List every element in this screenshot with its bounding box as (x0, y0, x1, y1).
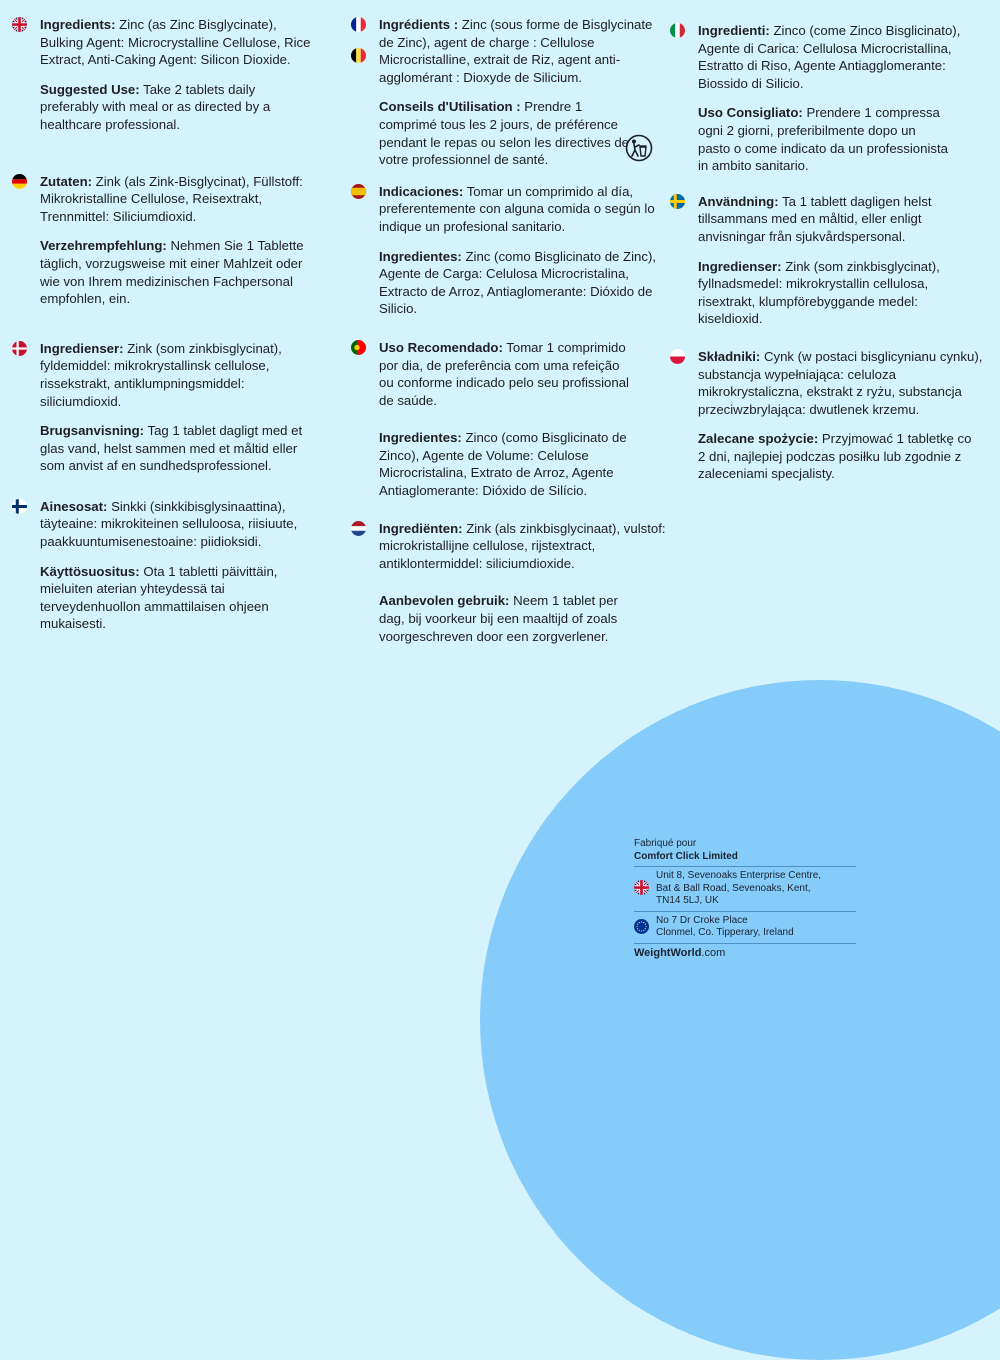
suggested-use-text: Suggested Use: Take 2 tablets daily preferably with meal or as directed by a healthcare professional. (40, 81, 271, 132)
uk-flag-icon (634, 880, 649, 895)
ingredients-text: Ingredienti: Zinco (come Zinco Bisglicinato), Agente di Carica: Cellulosa Microcristallina, Estratto di Riso, Agente Antiagglomerante: Biossido di Silicio. (698, 23, 961, 91)
language-block-fi (12, 498, 312, 633)
suggested-use-text: Verzehrempfehlung: Nehmen Sie 1 Tablette täglich, vorzugsweise mit einer Mahlzeit oder wie von Ihrem medizinischen Fachpersonal empfohlen, ein. (40, 238, 304, 307)
website: WeightWorld.com (634, 943, 856, 960)
column-middle (351, 16, 671, 645)
belgium-flag-icon (351, 48, 366, 63)
eu-address-row (634, 911, 856, 943)
suggested-use-text: Uso Consigliato: Prendere 1 compressa ogni 2 giorni, preferibilmente dopo un pasto o come indicato da un professionista in ambito sanitario. (698, 105, 948, 174)
suggested-use-text: Aanbevolen gebruik: Neem 1 tablet per dag, bij voorkeur bij een maaltijd of zoals voorgeschreven door een zorgverlener. (379, 593, 618, 644)
suggested-use-text: Conseils d'Utilisation : Prendre 1 comprimé tous les 2 jours, de préférence pendant le repas ou selon les directives de votre professionnel de santé. (379, 99, 629, 168)
germany-flag-icon (12, 174, 27, 189)
uk-flag-icon (12, 17, 27, 32)
language-block-da (12, 340, 312, 475)
ingredients-text: Ingrediënten: Zink (als zinkbisglycinaat), vulstof: microkristallijne cellulose, rijstextract, antiklontermiddel: siliciumdioxide. (379, 520, 666, 571)
language-block-it (670, 22, 990, 175)
poland-flag-icon (670, 349, 685, 364)
language-block-fr-be (351, 16, 671, 169)
manufacturer-prefix: Fabriqué pour (634, 838, 697, 849)
uk-address-row (634, 866, 856, 911)
column-right (670, 22, 990, 483)
ingredients-text: Ingredientes: Zinc (como Bisglicinato de Zinc), Agente de Carga: Celulosa Microcristalina, Extracto de Arroz, Antiaglomerante: Dióxido de Silicio. (379, 248, 657, 317)
eu-flag-icon (634, 919, 649, 934)
manufacturer-info (634, 838, 856, 959)
suggested-use-text: Zalecane spożycie: Przyjmować 1 tabletkę co 2 dni, najlepiej podczas posiłku lub zgodnie z zaleceniami specjalisty. (698, 431, 972, 482)
usage-text: Indicaciones: Tomar un comprimido al día, preferentemente con alguna comida o según lo indique un profesional sanitario. (379, 183, 655, 234)
language-block-sv (670, 193, 990, 328)
language-block-de (12, 173, 312, 308)
language-block-pt (351, 339, 671, 500)
ingredients-text: Składniki: Cynk (w postaci bisglicynianu cynku), substancja wypełniająca: celuloza mikrokrystaliczna, ekstrakt z ryżu, substancja przeciwzbrylająca: dwutlenek krzemu. (698, 348, 983, 417)
italy-flag-icon (670, 23, 685, 38)
language-block-pl (670, 348, 990, 483)
company-name: Comfort Click Limited (634, 850, 738, 862)
denmark-flag-icon (12, 341, 27, 356)
france-flag-icon (351, 17, 366, 32)
spain-flag-icon (351, 184, 366, 199)
ingredients-text: Ingredienser: Zink (som zinkbisglycinat), fyllnadsmedel: mikrokrystallin cellulosa, risextrakt, klumpförebyggande medel: kiseldioxid. (698, 258, 940, 327)
language-block-en (12, 16, 312, 134)
language-block-es (351, 183, 671, 318)
recycle-bin-person-icon (625, 134, 653, 162)
suggested-use-text: Brugsanvisning: Tag 1 tablet dagligt med et glas vand, helst sammen med et måltid eller som anvist af en sundhedsprofessionel. (40, 423, 303, 474)
uk-address: Unit 8, Sevenoaks Enterprise Centre, Bat & Ball Road, Sevenoaks, Kent, TN14 5LJ, UK (656, 870, 822, 906)
usage-text: Uso Recomendado: Tomar 1 comprimido por dia, de preferência com uma refeição ou conforme indicado pelo seu profissional de saúde. (379, 339, 629, 408)
portugal-flag-icon (351, 340, 366, 355)
decorative-circle (480, 680, 1000, 1360)
ingredients-text: Ingredientes: Zinco (como Bisglicinato de Zinco), Agente de Volume: Celulose Microcristalina, Extrato de Arroz, Agente Antiaglomerante: Dióxido de Silício. (379, 430, 627, 499)
ingredients-text: Ainesosat: Sinkki (sinkkibisglysinaattina), täyteaine: mikrokiteinen selluloosa, riisiuute, paakkuuntumisenestoaine: piidioksidi. (40, 498, 298, 550)
ingredients-text: Ingrédients : Zinc (sous forme de Bisglycinate de Zinc), agent de charge : Cellulose Microcristalline, extrait de Riz, agent anti-agglomérant : Dioxyde de Silicium. (379, 17, 653, 85)
suggested-use-text: Käyttösuositus: Ota 1 tabletti päivittäin, mieluiten aterian yhteydessä tai terveydenhuollon ammattilaisen ohjeen mukaisesti. (40, 563, 278, 632)
usage-text: Användning: Ta 1 tablett dagligen helst tillsammans med en måltid, eller enligt anvisningar från sjukvårdspersonal. (698, 193, 932, 244)
netherlands-flag-icon (351, 521, 366, 536)
eu-address: No 7 Dr Croke Place Clonmel, Co. Tipperary, Ireland (656, 914, 794, 938)
sweden-flag-icon (670, 194, 685, 209)
language-block-nl (351, 520, 671, 646)
ingredients-text: Zutaten: Zink (als Zink-Bisglycinat), Füllstoff: Mikrokristalline Cellulose, Reisextrakt, Trennmittel: Siliciumdioxid. (40, 173, 303, 224)
finland-flag-icon (12, 499, 27, 514)
column-left (12, 16, 312, 633)
ingredients-text: Ingredients: Zinc (as Zinc Bisglycinate), Bulking Agent: Microcrystalline Cellulose, Rice Extract, Anti-Caking Agent: Silicon Dioxide. (40, 17, 311, 68)
ingredients-text: Ingredienser: Zink (som zinkbisglycinat), fyldemiddel: mikrokrystallinsk cellulose, rissekstrakt, antiklumpningsmiddel: siliciumdioxid. (40, 340, 282, 409)
